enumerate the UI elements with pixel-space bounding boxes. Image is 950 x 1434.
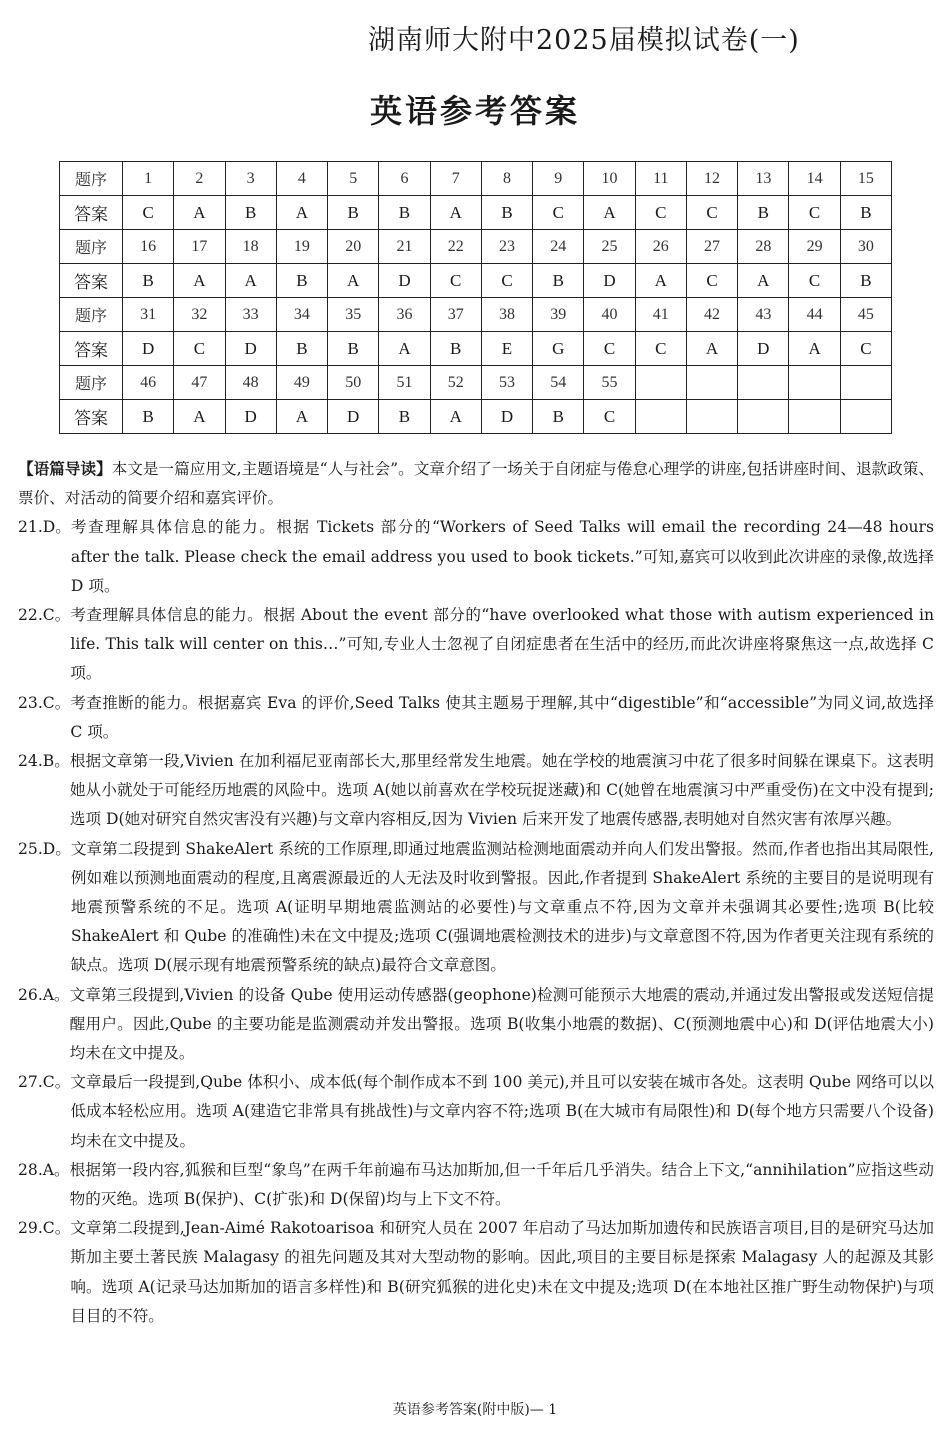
explanation-text: 文章最后一段提到,Qube 体积小、成本低(每个制作成本不到 100 美元),并且可以安装在城市各处。这表明 Qube 网络可以以低成本轻松应用。选项 A(建造它非常具有挑战性)与文章内容不符;选项 B(在大城市有局限性)和 D(每个地方只需要八个设备)均未在文中提及。 [70,1073,934,1150]
answer-cell: D [225,332,276,366]
question-number-cell: 9 [533,162,584,196]
explanation-text: 文章第三段提到,Vivien 的设备 Qube 使用运动传感器(geophone)检测可能预示大地震的震动,并通过发出警报或发送短信提醒用户。因此,Qube 的主要功能是监测震动并发出警报。选项 B(收集小地震的数据)、C(预测地震中心)和 D(评估地震大小)均未在文中提及。 [69,985,934,1063]
question-number-cell: 4 [276,162,327,196]
question-number-cell: 39 [533,298,584,332]
explanation-item [18,747,934,835]
reading-guide-tag: 【语篇导读】 [18,460,112,478]
question-number-cell [686,366,737,400]
question-number-cell: 55 [584,366,635,400]
answer-cell: A [174,264,225,298]
question-number-cell: 40 [584,298,635,332]
question-number-cell: 16 [123,230,174,264]
explanation-item [18,689,934,747]
answer-cell: D [584,264,635,298]
question-number-cell: 14 [789,162,840,196]
answer-cell: A [789,332,840,366]
answer-cell: C [430,264,481,298]
answer-row [60,400,892,434]
question-number-cell: 3 [225,162,276,196]
question-number-cell: 6 [379,162,430,196]
question-number-cell: 48 [225,366,276,400]
question-number-cell: 11 [635,162,686,196]
question-number-cell: 37 [430,298,481,332]
question-number-cell: 22 [430,230,481,264]
answer-cell: B [379,400,430,434]
question-number-cell: 41 [635,298,686,332]
explanation-text: 根据文章第一段,Vivien 在加利福尼亚南部长大,那里经常发生地震。她在学校的地震演习中花了很多时间躲在课桌下。这表明她从小就处于可能经历地震的风险中。选项 A(她以前喜欢在学校玩捉迷藏)和 C(她曾在地震演习中严重受伤)在文中没有提到;选项 D(她对研究自然灾害没有兴趣)与文章内容相反,因为 Vivien 后来开发了地震传感器,表明她对自然灾害有浓厚兴趣。 [69,752,934,829]
row-label-number: 题序 [60,230,123,264]
explanation-text: 考查理解具体信息的能力。根据 About the event 部分的“have overlooked what those with autism experienced in life. This talk will center on this…”可知,专业人士忽视了自闭症患者在生活中的经历,而此次讲座将聚焦这一点,故选择 C 项。 [70,606,934,683]
question-number-row [60,298,892,332]
question-number-cell: 30 [840,230,891,264]
answer-cell: A [430,400,481,434]
explanation-item [18,601,934,689]
explanation-text: 考查推断的能力。根据嘉宾 Eva 的评价,Seed Talks 使其主题易于理解,其中“digestible”和“accessible”为同义词,故选择 C 项。 [70,693,934,741]
answer-cell: B [481,196,532,230]
answer-cell: B [328,332,379,366]
question-number-cell: 5 [328,162,379,196]
answer-row [60,332,892,366]
explanation-text: 根据第一段内容,狐猴和巨型“象鸟”在两千年前遍布马达加斯加,但一千年后几乎消失。结合上下文,“annihilation”应指这些动物的灭绝。选项 B(保护)、C(扩张)和 D(保留)均与上下文不符。 [69,1160,934,1209]
answer-cell: C [789,196,840,230]
answer-cell: G [533,332,584,366]
explanation-item [18,1214,934,1331]
row-label-answer: 答案 [60,400,123,434]
explanation-number: 29.C。 [18,1219,71,1238]
answer-cell: A [174,400,225,434]
answer-cell: C [686,196,737,230]
answer-cell: B [840,264,891,298]
answer-cell: A [430,196,481,230]
answer-cell: B [276,332,327,366]
answer-cell: C [789,264,840,298]
question-number-cell: 13 [738,162,789,196]
answer-cell: A [276,400,327,434]
explanation-text: 文章第二段提到,Jean-Aimé Rakotoarisoa 和研究人员在 2007 年启动了马达加斯加遗传和民族语言项目,目的是研究马达加斯加主要土著民族 Malagasy 的祖先问题及其对大型动物的影响。因此,项目的主要目标是探索 Malagasy 人的起源及其影响。选项 A(记录马达加斯加的语言多样性)和 B(研究狐猴的进化史)未在文中提及;选项 D(在本地社区推广野生动物保护)与项目目的不符。 [70,1219,934,1325]
question-number-cell: 17 [174,230,225,264]
explanation-text: 考查理解具体信息的能力。根据 Tickets 部分的“Workers of Seed Talks will email the recording 24—48 hours after the talk. Please check the email address you used to book tickets.”可知,嘉宾可以收到此次讲座的录像,故选择 D 项。 [70,518,934,595]
answer-cell [789,400,840,434]
question-number-cell: 45 [840,298,891,332]
question-number-cell: 28 [738,230,789,264]
page-footer: 英语参考答案(附中版)— 1 [392,1402,558,1418]
explanation-number: 26.A。 [18,985,70,1004]
question-number-cell: 46 [123,366,174,400]
answer-cell: C [123,196,174,230]
answer-cell: B [123,264,174,298]
answer-cell: A [328,264,379,298]
question-number-cell: 38 [481,298,532,332]
answer-cell: A [225,264,276,298]
question-number-row [60,162,892,196]
explanation-item [18,981,934,1069]
explanation-item [18,513,934,601]
answer-cell: D [123,332,174,366]
question-number-cell: 23 [481,230,532,264]
answer-cell: C [584,332,635,366]
question-number-cell: 33 [225,298,276,332]
question-number-cell: 36 [379,298,430,332]
answer-cell: D [225,400,276,434]
question-number-cell [635,366,686,400]
question-number-cell: 49 [276,366,327,400]
answer-cell: B [379,196,430,230]
answer-cell: C [584,400,635,434]
answer-cell: C [174,332,225,366]
answer-cell [686,400,737,434]
question-number-row [60,230,892,264]
question-number-cell: 35 [328,298,379,332]
row-label-number: 题序 [60,162,123,196]
question-number-cell: 2 [174,162,225,196]
question-number-cell: 44 [789,298,840,332]
question-number-cell: 1 [123,162,174,196]
question-number-cell: 47 [174,366,225,400]
answer-cell: B [738,196,789,230]
reading-guide-text: 本文是一篇应用文,主题语境是“人与社会”。文章介绍了一场关于自闭症与倦怠心理学的讲座,包括讲座时间、退款政策、票价、对活动的简要介绍和嘉宾评价。 [18,460,934,508]
answer-cell [840,400,891,434]
explanation-number: 27.C。 [18,1073,71,1092]
question-number-cell [840,366,891,400]
answer-cell: B [533,264,584,298]
question-number-cell: 21 [379,230,430,264]
row-label-number: 题序 [60,366,123,400]
question-number-cell: 53 [481,366,532,400]
answer-cell: A [686,332,737,366]
answer-cell: A [174,196,225,230]
question-number-cell: 34 [276,298,327,332]
explanation-number: 28.A。 [18,1160,70,1179]
question-number-cell: 19 [276,230,327,264]
answer-cell: C [686,264,737,298]
answer-explanations [18,455,934,1331]
answer-cell [635,400,686,434]
row-label-number: 题序 [60,298,123,332]
explanation-number: 23.C。 [18,693,71,712]
answer-cell: A [276,196,327,230]
answer-cell: B [328,196,379,230]
question-number-cell: 43 [738,298,789,332]
answer-cell: B [276,264,327,298]
question-number-cell: 24 [533,230,584,264]
answer-cell: C [635,196,686,230]
question-number-cell [738,366,789,400]
question-number-cell: 7 [430,162,481,196]
question-number-cell: 27 [686,230,737,264]
explanation-item [18,835,934,981]
answer-cell: A [738,264,789,298]
row-label-answer: 答案 [60,332,123,366]
explanation-number: 25.D。 [18,839,71,858]
question-number-cell: 25 [584,230,635,264]
answer-cell: A [584,196,635,230]
question-number-cell: 32 [174,298,225,332]
answer-cell: C [840,332,891,366]
explanation-number: 24.B。 [18,752,70,771]
question-number-cell: 26 [635,230,686,264]
answer-cell: B [430,332,481,366]
exam-header-title: 湖南师大附中2025届模拟试卷(一) [368,25,800,56]
explanation-number: 22.C。 [18,606,71,625]
question-number-cell: 50 [328,366,379,400]
row-label-answer: 答案 [60,196,123,230]
answer-row [60,264,892,298]
page-title: 英语参考答案 [369,92,580,130]
answer-cell: B [840,196,891,230]
answer-cell [738,400,789,434]
answer-cell: C [635,332,686,366]
question-number-cell: 54 [533,366,584,400]
answer-cell: C [533,196,584,230]
question-number-cell: 29 [789,230,840,264]
answer-row [60,196,892,230]
reading-guide [18,455,934,513]
question-number-cell: 8 [481,162,532,196]
answer-cell: B [533,400,584,434]
question-number-cell: 10 [584,162,635,196]
question-number-cell: 51 [379,366,430,400]
answer-cell: D [738,332,789,366]
question-number-cell: 18 [225,230,276,264]
row-label-answer: 答案 [60,264,123,298]
question-number-cell: 42 [686,298,737,332]
explanation-item [18,1068,934,1156]
question-number-cell [789,366,840,400]
answer-cell: A [379,332,430,366]
explanation-text: 文章第二段提到 ShakeAlert 系统的工作原理,即通过地震监测站检测地面震动并向人们发出警报。然而,作者也指出其局限性,例如难以预测地面震动的程度,且离震源最近的人无法及时收到警报。因此,作者提到 ShakeAlert 系统的主要目的是说明现有地震预警系统的不足。选项 A(证明早期地震监测站的必要性)与文章重点不符,因为文章并未强调其必要性;选项 B(比较 ShakeAlert 和 Qube 的准确性)未在文中提及;选项 C(强调地震检测技术的进步)与文章意图不符,因为作者更关注现有系统的缺点。选项 D(展示现有地震预警系统的缺点)最符合文章意图。 [70,839,934,975]
question-number-row [60,366,892,400]
answer-cell: B [225,196,276,230]
explanation-item [18,1156,934,1214]
question-number-cell: 52 [430,366,481,400]
answer-cell: B [123,400,174,434]
answer-cell: E [481,332,532,366]
question-number-cell: 12 [686,162,737,196]
answer-cell: D [379,264,430,298]
answer-cell: C [481,264,532,298]
explanation-number: 21.D。 [18,518,71,537]
answer-cell: A [635,264,686,298]
question-number-cell: 31 [123,298,174,332]
answer-cell: D [328,400,379,434]
question-number-cell: 20 [328,230,379,264]
question-number-cell: 15 [840,162,891,196]
answer-cell: D [481,400,532,434]
answer-table [59,161,892,434]
